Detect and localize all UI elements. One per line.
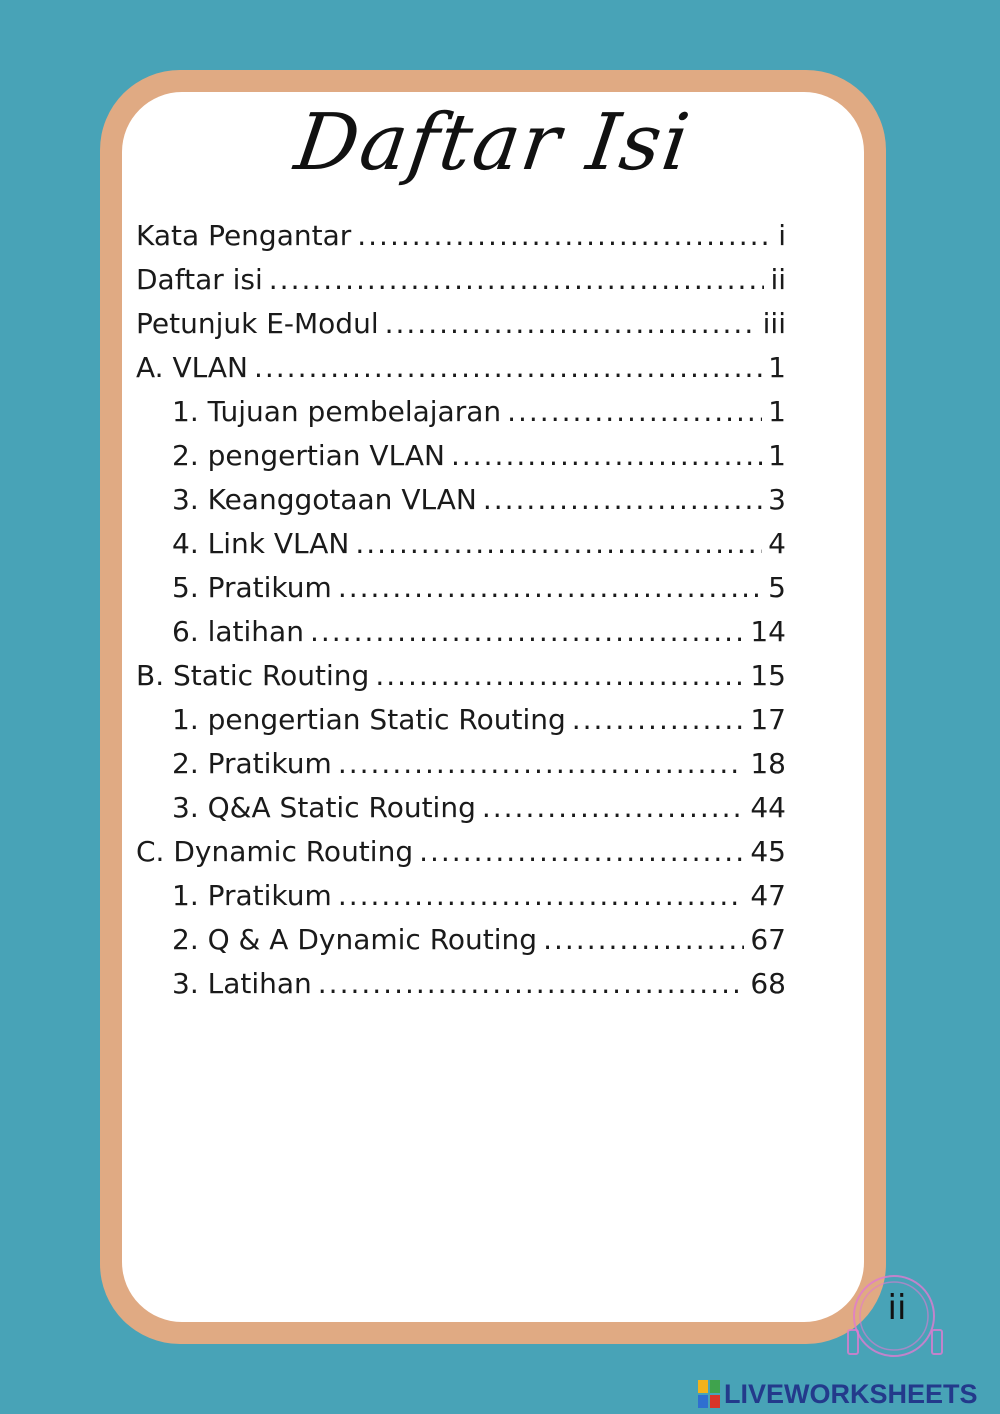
toc-entry — [136, 874, 786, 918]
toc-entry-label: 3. Keanggotaan VLAN — [172, 483, 477, 516]
toc-entry-page: 5 — [768, 571, 786, 604]
toc-entry-page: 3 — [768, 483, 786, 516]
page-title: Daftar Isi — [289, 98, 697, 188]
toc-entry-label: 4. Link VLAN — [172, 527, 350, 560]
toc-dot-leader — [269, 258, 765, 302]
toc-dot-leader — [483, 478, 762, 522]
toc-entry — [136, 962, 786, 1006]
toc-entry — [136, 346, 786, 390]
toc-entry — [136, 302, 786, 346]
toc-dot-leader — [254, 346, 762, 390]
watermark — [698, 1378, 978, 1410]
toc-entry-label: Kata Pengantar — [136, 219, 352, 252]
toc-entry-page: 4 — [768, 527, 786, 560]
toc-entry-page: 67 — [750, 923, 786, 956]
toc-entry — [136, 258, 786, 302]
toc-dot-leader — [357, 214, 772, 258]
toc-entry-label: A. VLAN — [136, 351, 248, 384]
toc-dot-leader — [543, 918, 744, 962]
toc-entry-page: 44 — [750, 791, 786, 824]
toc-entry-label: 1. pengertian Static Routing — [172, 703, 566, 736]
toc-entry — [136, 214, 786, 258]
toc-entry-label: 2. Q & A Dynamic Routing — [172, 923, 538, 956]
toc-dot-leader — [375, 654, 744, 698]
toc-entry — [136, 830, 786, 874]
toc-entry-label: 3. Latihan — [172, 967, 312, 1000]
toc-dot-leader — [507, 390, 762, 434]
toc-entry — [136, 918, 786, 962]
toc-dot-leader — [451, 434, 762, 478]
toc-entry — [136, 522, 786, 566]
toc-entry-label: 3. Q&A Static Routing — [172, 791, 476, 824]
toc-entry-page: 17 — [750, 703, 786, 736]
toc-dot-leader — [338, 874, 745, 918]
toc-entry-label: 2. Pratikum — [172, 747, 332, 780]
toc-entry-label: 6. latihan — [172, 615, 304, 648]
toc-entry-label: B. Static Routing — [136, 659, 370, 692]
toc-entry-label: 5. Pratikum — [172, 571, 332, 604]
toc-entry-page: 15 — [750, 659, 786, 692]
toc-entry — [136, 742, 786, 786]
toc-entry-page: 68 — [750, 967, 786, 1000]
toc-entry-page: 1 — [768, 395, 786, 428]
toc-entry — [136, 390, 786, 434]
toc-entry — [136, 434, 786, 478]
table-of-contents — [136, 214, 786, 1006]
toc-entry-page: 47 — [750, 879, 786, 912]
toc-dot-leader — [338, 566, 762, 610]
toc-entry-page: 45 — [750, 835, 786, 868]
toc-entry-page: 1 — [768, 351, 786, 384]
page-number: ii — [887, 1288, 907, 1328]
toc-entry — [136, 698, 786, 742]
toc-entry-page: 14 — [750, 615, 786, 648]
toc-entry-page: i — [778, 219, 786, 252]
toc-dot-leader — [338, 742, 745, 786]
toc-dot-leader — [482, 786, 745, 830]
watermark-text: LIVEWORKSHEETS — [724, 1378, 978, 1409]
toc-entry-label: Daftar isi — [136, 263, 263, 296]
toc-entry-page: 18 — [750, 747, 786, 780]
toc-entry-label: C. Dynamic Routing — [136, 835, 414, 868]
toc-entry-label: 1. Pratikum — [172, 879, 332, 912]
toc-dot-leader — [385, 302, 757, 346]
toc-entry — [136, 610, 786, 654]
toc-dot-leader — [355, 522, 762, 566]
toc-entry — [136, 654, 786, 698]
liveworksheets-logo-icon — [698, 1380, 720, 1408]
toc-entry-page: ii — [770, 263, 786, 296]
toc-entry — [136, 566, 786, 610]
toc-dot-leader — [419, 830, 744, 874]
toc-entry-page: 1 — [768, 439, 786, 472]
toc-dot-leader — [310, 610, 744, 654]
toc-entry — [136, 786, 786, 830]
toc-entry-page: iii — [762, 307, 786, 340]
toc-entry — [136, 478, 786, 522]
toc-entry-label: Petunjuk E-Modul — [136, 307, 379, 340]
toc-entry-label: 2. pengertian VLAN — [172, 439, 445, 472]
toc-dot-leader — [318, 962, 745, 1006]
toc-entry-label: 1. Tujuan pembelajaran — [172, 395, 502, 428]
toc-dot-leader — [572, 698, 745, 742]
